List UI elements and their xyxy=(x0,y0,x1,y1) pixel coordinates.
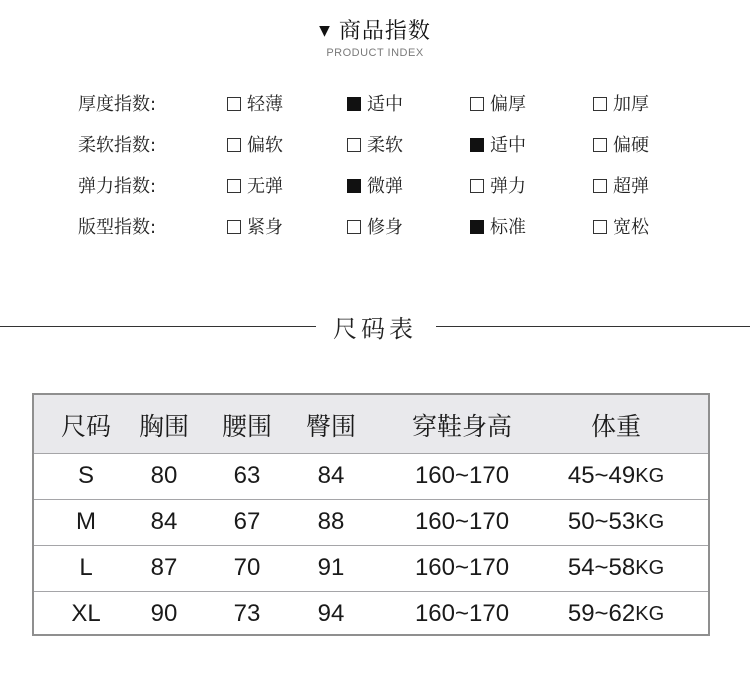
column-header: 臀围 xyxy=(305,411,357,441)
index-row xyxy=(0,88,750,118)
cell-value: 54~58 xyxy=(567,554,636,581)
page-title xyxy=(0,14,750,45)
index-option xyxy=(347,172,403,198)
index-option-label: 适中 xyxy=(490,135,526,156)
index-option-label: 紧身 xyxy=(247,217,283,238)
column-header: 胸围 xyxy=(138,411,190,441)
cell-value: 67 xyxy=(233,508,261,535)
checked-box-icon xyxy=(470,138,484,152)
empty-box-icon xyxy=(227,138,241,152)
empty-box-icon xyxy=(593,138,607,152)
index-option-label: 弹力 xyxy=(490,176,526,197)
empty-box-icon xyxy=(227,179,241,193)
weight-unit: KG xyxy=(635,464,665,487)
cell-value: 160~170 xyxy=(414,508,510,535)
index-option xyxy=(593,90,649,116)
table-row xyxy=(34,545,708,591)
index-row xyxy=(0,170,750,200)
table-cell xyxy=(151,499,178,545)
cell-value: 63 xyxy=(233,462,261,489)
empty-box-icon xyxy=(227,220,241,234)
index-option-label: 偏厚 xyxy=(490,94,526,115)
table-cell xyxy=(151,545,178,591)
cell-value: 160~170 xyxy=(414,462,510,489)
table-cell xyxy=(568,499,664,545)
size-table-header xyxy=(34,395,708,454)
cell-value: 84 xyxy=(317,462,345,489)
table-cell xyxy=(318,591,345,637)
index-label: 弹力指数: xyxy=(78,176,157,197)
table-cell xyxy=(318,453,345,499)
checked-box-icon xyxy=(347,179,361,193)
table-cell xyxy=(568,545,664,591)
table-cell xyxy=(234,545,261,591)
index-option xyxy=(470,172,526,198)
page-subtitle: PRODUCT INDEX xyxy=(326,47,424,59)
table-cell xyxy=(151,453,178,499)
index-label: 柔软指数: xyxy=(78,135,157,156)
column-header: 体重 xyxy=(590,411,642,441)
index-option xyxy=(227,90,283,116)
empty-box-icon xyxy=(593,220,607,234)
table-cell xyxy=(151,591,178,637)
empty-box-icon xyxy=(227,97,241,111)
index-label: 版型指数: xyxy=(78,217,157,238)
cell-value: 160~170 xyxy=(414,554,510,581)
table-cell xyxy=(318,499,345,545)
cell-value: 50~53 xyxy=(567,508,636,535)
page-title-text: 商品指数 xyxy=(338,19,431,44)
table-row xyxy=(34,453,708,499)
index-option-label: 标准 xyxy=(490,217,526,238)
table-cell xyxy=(234,591,261,637)
index-option-label: 柔软 xyxy=(367,135,403,156)
cell-value: 91 xyxy=(317,554,345,581)
table-row xyxy=(34,499,708,545)
index-option xyxy=(470,131,526,157)
empty-box-icon xyxy=(593,97,607,111)
table-cell xyxy=(78,453,94,499)
index-option xyxy=(227,172,283,198)
index-option xyxy=(593,131,649,157)
table-row xyxy=(34,591,708,637)
table-cell xyxy=(415,453,509,499)
triangle-down-icon: ▼ xyxy=(319,23,331,39)
table-cell xyxy=(318,545,345,591)
index-label: 厚度指数: xyxy=(78,94,157,115)
index-option-label: 适中 xyxy=(367,94,403,115)
index-option-label: 无弹 xyxy=(247,176,283,197)
checked-box-icon xyxy=(347,97,361,111)
cell-value: 87 xyxy=(150,554,178,581)
table-cell xyxy=(415,591,509,637)
empty-box-icon xyxy=(593,179,607,193)
cell-value: 94 xyxy=(317,600,345,627)
cell-value: L xyxy=(79,554,93,581)
cell-value: 73 xyxy=(233,600,261,627)
index-row xyxy=(0,129,750,159)
index-option xyxy=(593,172,649,198)
weight-unit: KG xyxy=(635,510,665,533)
empty-box-icon xyxy=(347,138,361,152)
table-cell xyxy=(568,591,664,637)
table-cell xyxy=(76,499,96,545)
empty-box-icon xyxy=(470,97,484,111)
cell-value: 70 xyxy=(233,554,261,581)
cell-value: 80 xyxy=(150,462,178,489)
table-cell xyxy=(568,453,664,499)
index-option-label: 微弹 xyxy=(367,176,403,197)
index-option-label: 修身 xyxy=(367,217,403,238)
table-cell xyxy=(415,545,509,591)
table-cell xyxy=(79,545,92,591)
size-chart-title: 尺码表 xyxy=(333,315,417,343)
index-option-label: 偏软 xyxy=(247,135,283,156)
column-header: 腰围 xyxy=(221,411,273,441)
empty-box-icon xyxy=(347,220,361,234)
index-option-label: 轻薄 xyxy=(247,94,283,115)
index-option xyxy=(227,131,283,157)
index-option xyxy=(347,90,403,116)
table-cell xyxy=(71,591,100,637)
checked-box-icon xyxy=(470,220,484,234)
index-option-label: 加厚 xyxy=(613,94,649,115)
column-header: 穿鞋身高 xyxy=(411,411,513,441)
table-cell xyxy=(415,499,509,545)
cell-value: 59~62 xyxy=(567,600,636,627)
size-table xyxy=(32,393,710,636)
table-cell xyxy=(234,453,261,499)
index-option xyxy=(593,213,649,239)
cell-value: 88 xyxy=(317,508,345,535)
table-cell xyxy=(234,499,261,545)
index-option-label: 偏硬 xyxy=(613,135,649,156)
index-option xyxy=(227,213,283,239)
cell-value: 160~170 xyxy=(414,600,510,627)
index-option xyxy=(347,213,403,239)
index-option-label: 宽松 xyxy=(613,217,649,238)
index-option xyxy=(470,90,526,116)
cell-value: 84 xyxy=(150,508,178,535)
index-option xyxy=(347,131,403,157)
cell-value: M xyxy=(76,508,96,535)
index-option xyxy=(470,213,526,239)
weight-unit: KG xyxy=(635,556,665,579)
empty-box-icon xyxy=(470,179,484,193)
cell-value: 90 xyxy=(150,600,178,627)
cell-value: 45~49 xyxy=(567,462,636,489)
cell-value: S xyxy=(77,462,95,489)
cell-value: XL xyxy=(71,600,101,627)
index-row xyxy=(0,211,750,241)
weight-unit: KG xyxy=(635,602,665,625)
column-header: 尺码 xyxy=(60,411,112,441)
index-option-label: 超弹 xyxy=(613,176,649,197)
